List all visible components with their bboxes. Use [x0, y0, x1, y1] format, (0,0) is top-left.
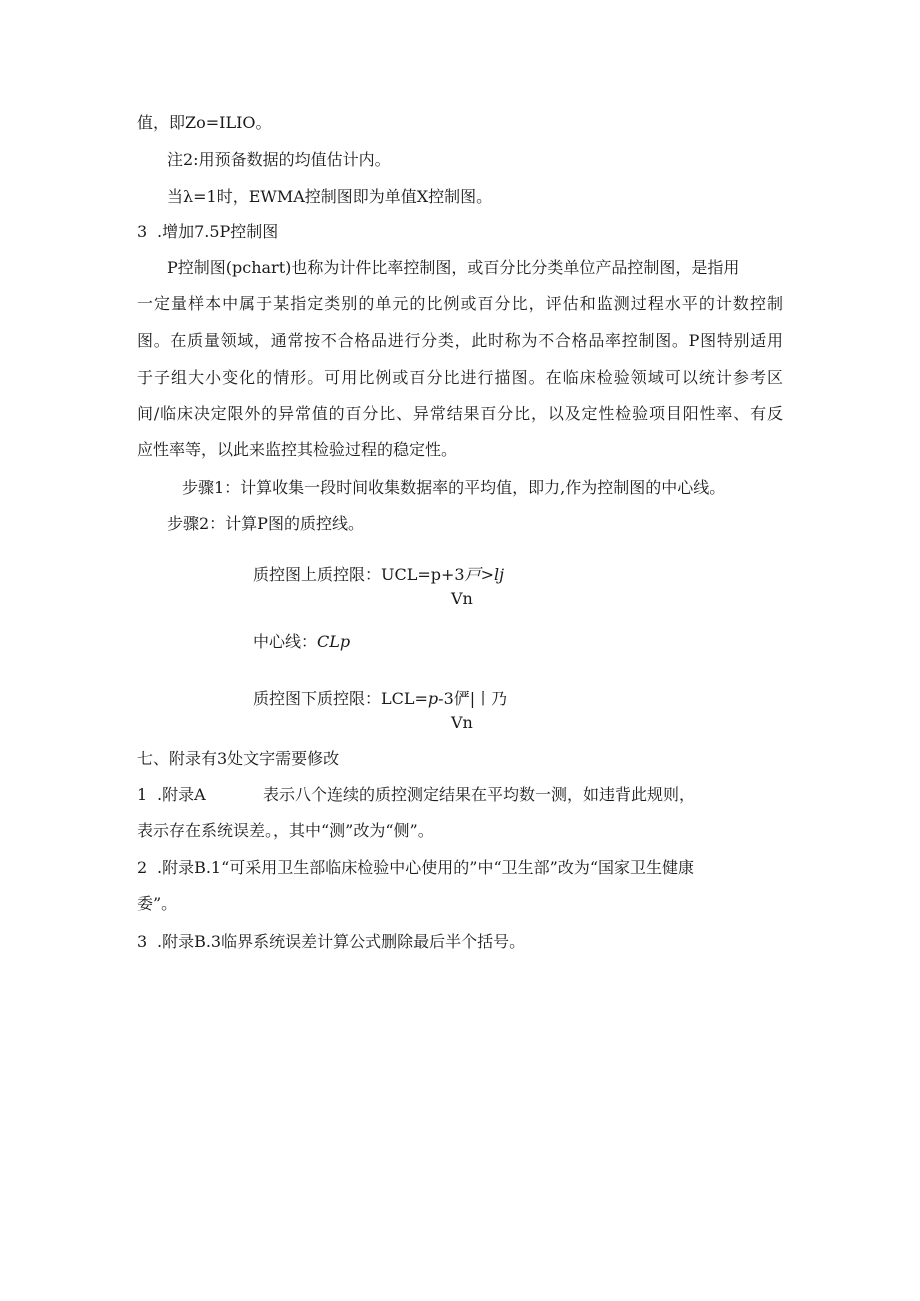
item-2-text: .附录B.1“可采用卫生部临床检验中心使用的”中“卫生部”改为“国家卫生健康 [157, 858, 695, 877]
item-3-text: .附录B.3临界系统误差计算公式删除最后半个括号。 [157, 932, 526, 951]
lcl-prefix: 质控图下质控限：LCL= [253, 689, 428, 708]
item-2-text-cont: 委”。 [137, 894, 178, 913]
center-line [253, 632, 350, 652]
item-2-number: 2 [137, 858, 148, 877]
ucl-garbled-text: 戸>lj [464, 565, 505, 584]
paragraph-line: 一定量样本中属于某指定类别的单元的比例或百分比，评估和监测过程水平的计数控制 [137, 294, 783, 313]
section-3-number: 3 [137, 222, 148, 241]
paragraph-line: 应性率等，以此来监控其检验过程的稳定性。 [137, 440, 458, 459]
item-1-ref: .附录A [157, 785, 206, 804]
paragraph-line: P控制图(pchart)也称为计件比率控制图，或百分比分类单位产品控制图，是指用 [167, 258, 740, 277]
item-1-text-cont: 表示存在系统误差。，其中“测”改为“侧”。 [137, 821, 434, 840]
center-line-value: CLp [317, 632, 351, 651]
center-line-label: 中心线： [253, 632, 318, 651]
section-7-heading: 七、附录有3处文字需要修改 [137, 749, 340, 768]
step-1: 步骤1：计算收集一段时间收集数据率的平均值，即力,作为控制图的中心线。 [182, 478, 726, 497]
paragraph-line: 于子组大小变化的情形。可用比例或百分比进行描图。在临床检验领域可以统计参考区 [137, 368, 783, 387]
lcl-denominator: Vn [451, 713, 473, 732]
lcl-garbled-text: 俨|丨乃 [453, 689, 508, 708]
item-1-text: 表示八个连续的质控测定结果在平均数一测，如违背此规则， [263, 785, 696, 804]
text-line: 值，即Zo=ILIO。 [137, 113, 272, 132]
item-1-number: 1 [137, 785, 148, 804]
note-2: 注2:用预备数据的均值估计内。 [167, 150, 391, 169]
section-3-heading: .增加7.5P控制图 [157, 222, 279, 241]
lcl-p: p [427, 689, 439, 708]
lcl-minus-three: -3 [438, 689, 454, 708]
lambda-note: 当λ=1时，EWMA控制图即为单值X控制图。 [167, 187, 493, 206]
item-3-number: 3 [137, 932, 148, 951]
ucl-prefix: 质控图上质控限：UCL=p+3 [253, 565, 465, 584]
paragraph-line: 图。在质量领域，通常按不合格品进行分类，此时称为不合格品率控制图。P图特别适用 [137, 331, 783, 350]
paragraph-line: 间/临床决定限外的异常值的百分比、异常结果百分比，以及定性检验项目阳性率、有反 [137, 404, 783, 423]
step-2: 步骤2：计算P图的质控线。 [167, 514, 364, 533]
ucl-denominator: Vn [451, 589, 473, 608]
